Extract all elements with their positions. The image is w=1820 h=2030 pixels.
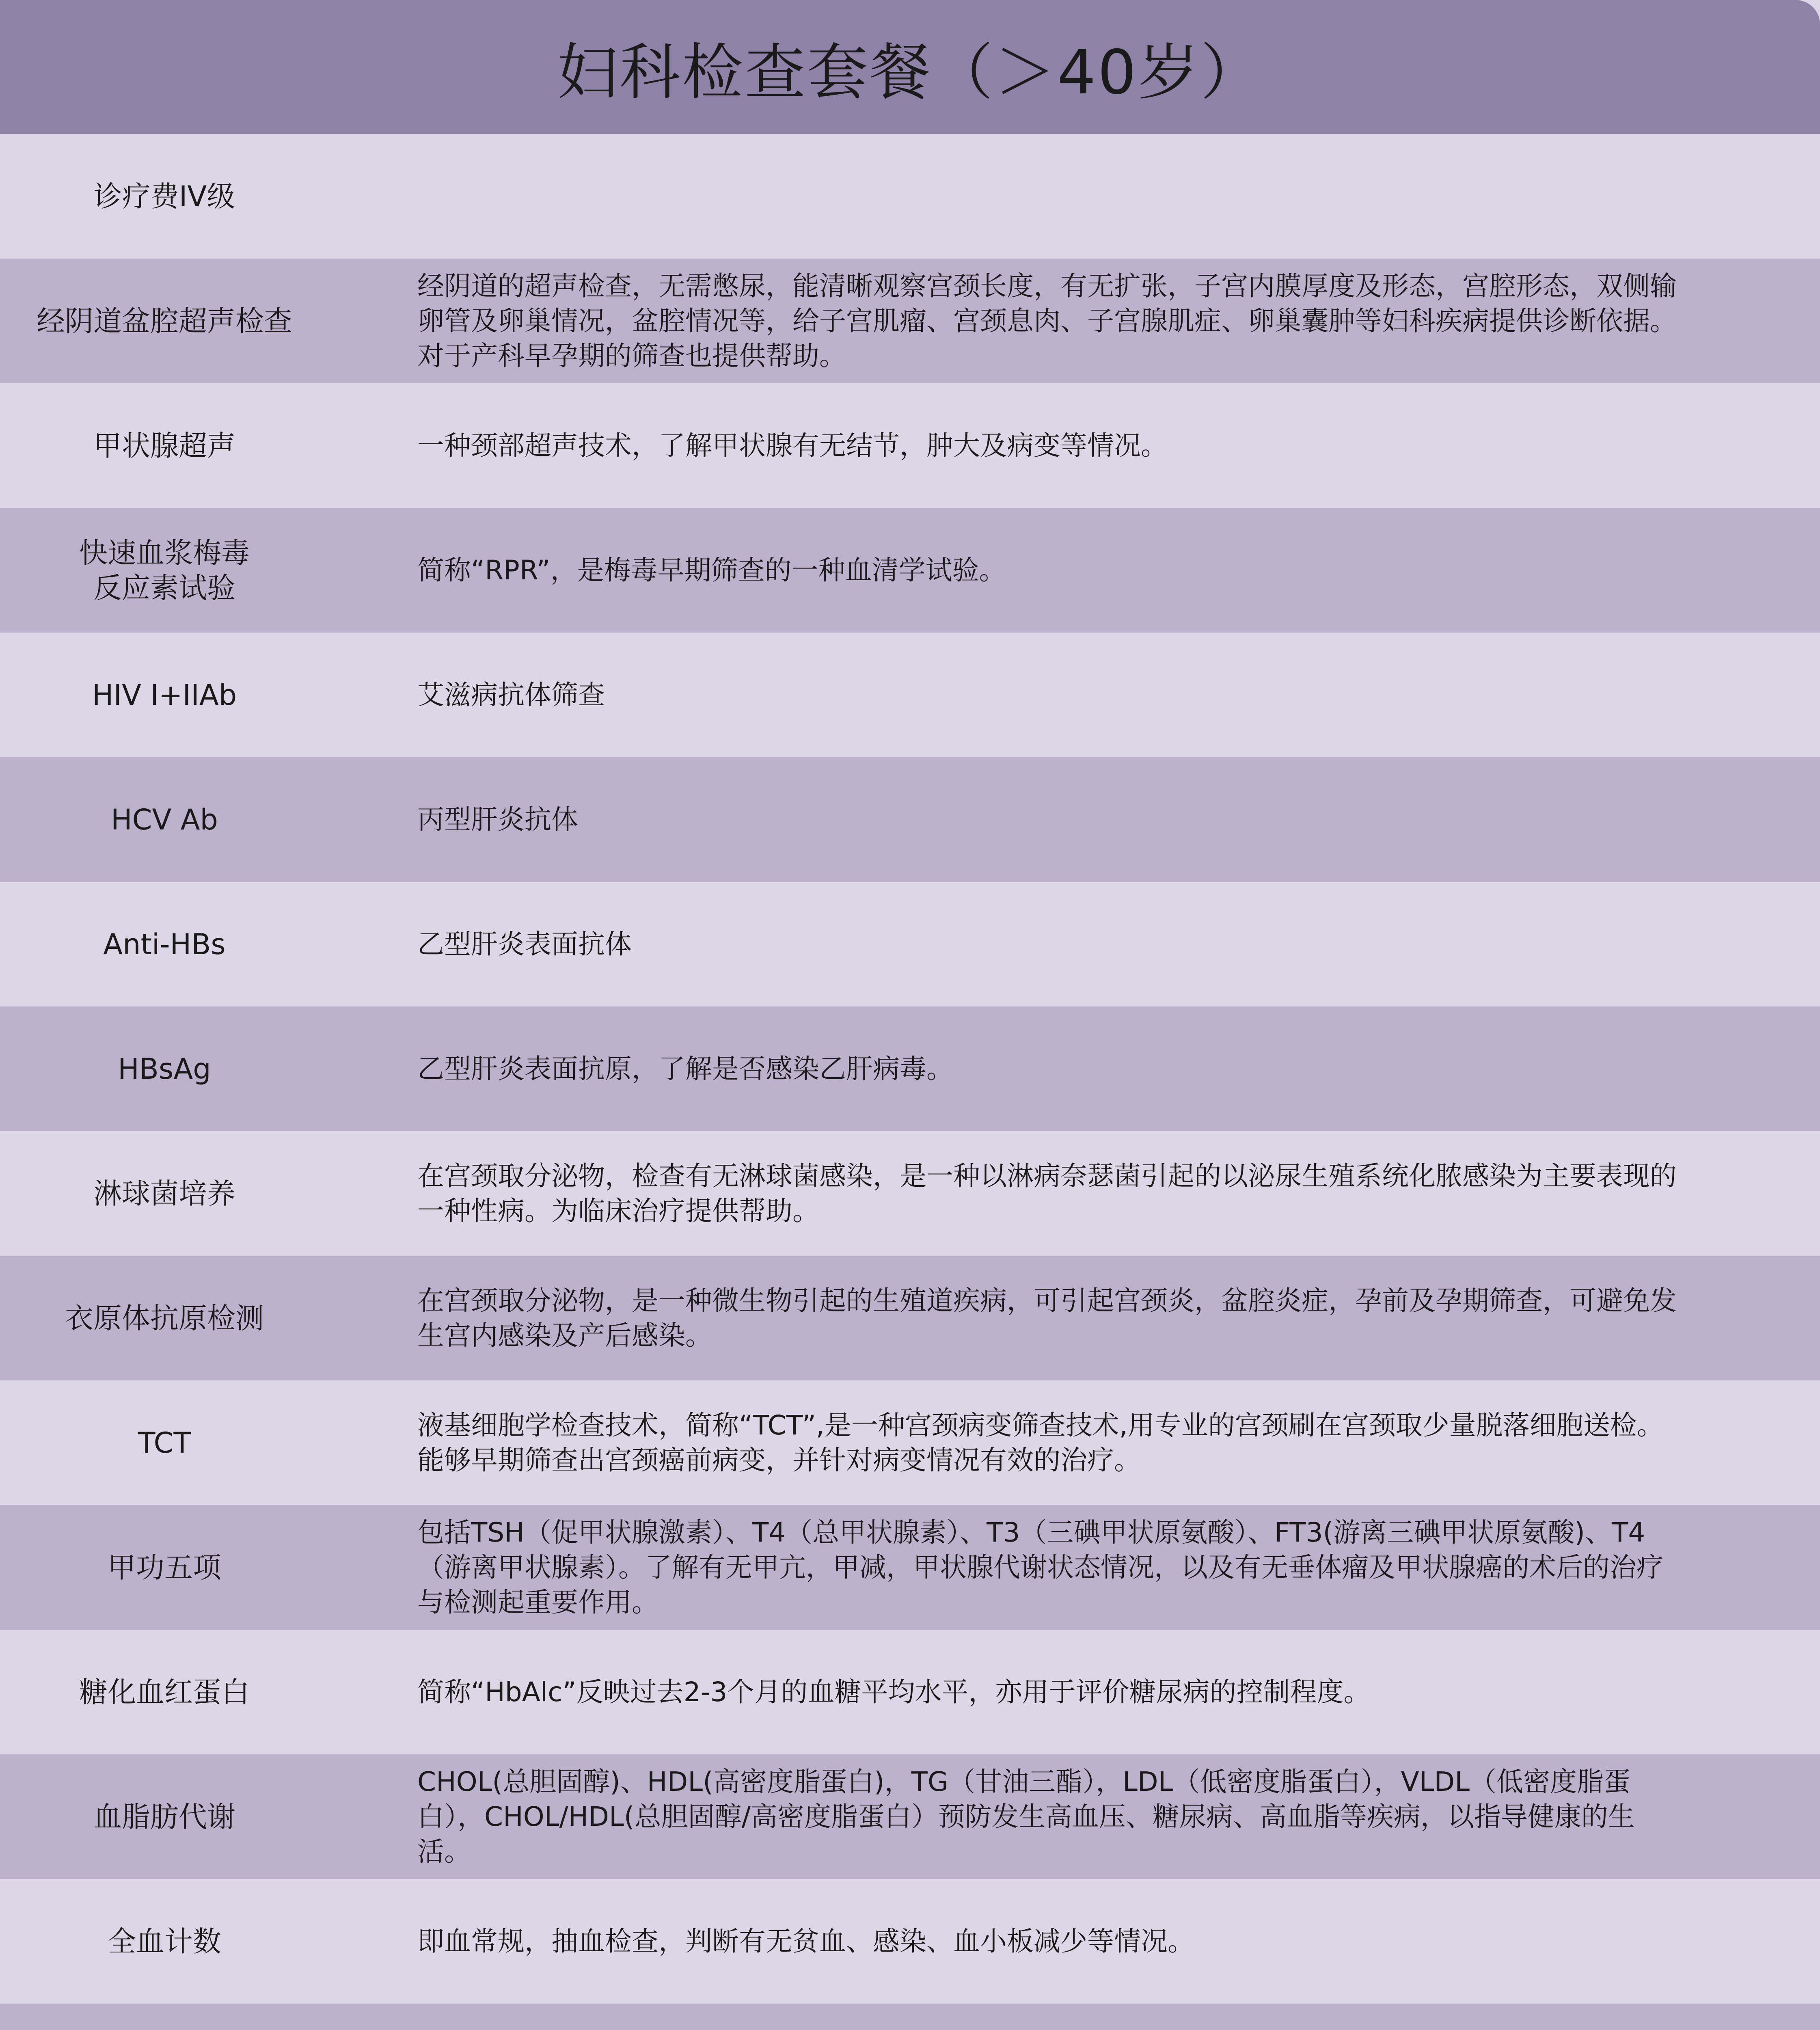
- table-row: [0, 1879, 1820, 2004]
- exam-item-description: 在宫颈取分泌物，检查有无淋球菌感染，是一种以淋病奈瑟菌引起的以泌尿生殖系统化脓感染为主要表现的一种性病。为临床治疗提供帮助。: [417, 1160, 1677, 1227]
- exam-item-name: HBsAg: [118, 1052, 211, 1086]
- exam-item-description: CHOL(总胆固醇)、HDL(高密度脂蛋白)，TG（甘油三酯），LDL（低密度脂蛋白），VLDL（低密度脂蛋白），CHOL/HDL(总胆固醇/高密度脂蛋白）预防发生高血压、糖尿病、高血脂等疾病，以指导健康的生活。: [417, 1766, 1635, 1867]
- exam-item-name: 糖化血红蛋白: [79, 1675, 250, 1709]
- exam-item-name: 甲功五项: [108, 1551, 221, 1584]
- exam-item-name: 甲状腺超声: [93, 429, 235, 462]
- table-row: [0, 633, 1820, 757]
- exam-item-description: 丙型肝炎抗体: [417, 803, 578, 835]
- exam-item-description: 在宫颈取分泌物，是一种微生物引起的生殖道疾病，可引起宫颈炎，盆腔炎症，孕前及孕期筛查，可避免发生宫内感染及产后感染。: [417, 1285, 1677, 1351]
- exam-item-name: TCT: [138, 1426, 191, 1460]
- exam-item-description: 简称“RPR”，是梅毒早期筛查的一种血清学试验。: [417, 554, 1006, 586]
- table-row: [0, 882, 1820, 1006]
- exam-item-description: 乙型肝炎表面抗原，了解是否感染乙肝病毒。: [417, 1053, 953, 1084]
- exam-item-name: 快速血浆梅毒 反应素试验: [79, 536, 250, 605]
- exam-item-description: 包括TSH（促甲状腺激素）、T4（总甲状腺素）、T3（三碘甲状原氨酸）、FT3(游离三碘甲状原氨酸)、T4（游离甲状腺素）。了解有无甲亢，甲减，甲状腺代谢状态情况，以及有无垂体瘤及甲状腺癌的术后的治疗与检测起重要作用。: [417, 1516, 1663, 1618]
- exam-item-description: 简称“HbAlc”反映过去2-3个月的血糖平均水平，亦用于评价糖尿病的控制程度。: [417, 1676, 1371, 1708]
- exam-item-description: 经阴道的超声检查，无需憋尿，能清晰观察宫颈长度，有无扩张，子宫内膜厚度及形态，宫腔形态，双侧输卵管及卵巢情况，盆腔情况等，给子宫肌瘤、宫颈息肉、子宫腺肌症、卵巢囊肿等妇科疾病提供诊断依据。对于产科早孕期的筛查也提供帮助。: [417, 270, 1677, 371]
- table-row: [0, 757, 1820, 882]
- table-row: [0, 1006, 1820, 1131]
- table-row: [0, 1380, 1820, 1505]
- exam-item-name: HIV I+IIAb: [92, 678, 237, 712]
- exam-item-name: 全血计数: [108, 1924, 221, 1958]
- table-row: [0, 259, 1820, 383]
- header-bar: [0, 0, 1820, 134]
- table-row: [0, 1505, 1820, 1630]
- page-title: 妇科检查套餐（＞40岁）: [557, 37, 1263, 108]
- table-row: [0, 1256, 1820, 1380]
- exam-item-description: 液基细胞学检查技术，简称“TCT”,是一种宫颈病变筛查技术,用专业的宫颈刷在宫颈取少量脱落细胞送检。能够早期筛查出宫颈癌前病变，并针对病变情况有效的治疗。: [417, 1409, 1664, 1476]
- table-row: [0, 508, 1820, 633]
- table-row: [0, 1131, 1820, 1256]
- table-row: [0, 134, 1820, 259]
- exam-item-name: 淋球菌培养: [93, 1177, 235, 1210]
- table-row: [0, 1630, 1820, 1754]
- exam-item-name: 经阴道盆腔超声检查: [37, 304, 292, 338]
- exam-item-name: HCV Ab: [111, 803, 218, 836]
- table-row: [0, 383, 1820, 508]
- exam-item-name: 诊疗费IV级: [93, 179, 235, 213]
- table-row: [0, 2004, 1820, 2030]
- table-row: [0, 1754, 1820, 1879]
- exam-item-description: 即血常规，抽血检查，判断有无贫血、感染、血小板减少等情况。: [417, 1925, 1194, 1957]
- exam-item-name: 血脂肪代谢: [93, 1800, 235, 1833]
- exam-item-description: 一种颈部超声技术，了解甲状腺有无结节，肿大及病变等情况。: [417, 430, 1168, 461]
- exam-item-table: [0, 134, 1820, 2030]
- exam-item-description: 艾滋病抗体筛查: [417, 679, 605, 710]
- exam-item-name: Anti-HBs: [103, 927, 226, 961]
- exam-item-name: 衣原体抗原检测: [65, 1301, 264, 1335]
- exam-item-description: 乙型肝炎表面抗体: [417, 928, 632, 960]
